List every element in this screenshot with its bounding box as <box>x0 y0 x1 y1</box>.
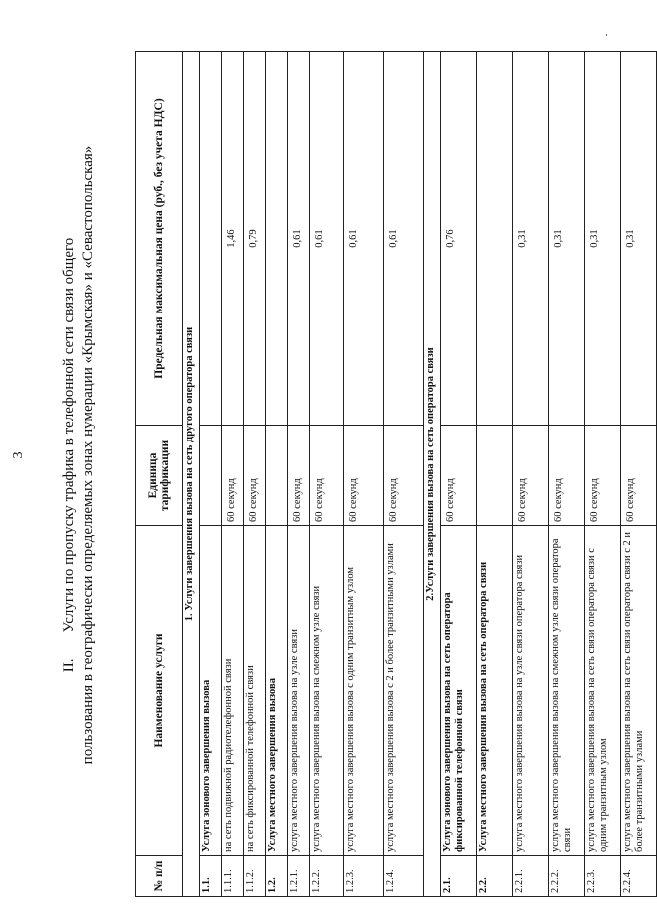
billing-unit: 60 секунд <box>621 426 657 526</box>
billing-unit: 60 секунд <box>549 426 585 526</box>
service-name: Услуга зонового завершения вызова на сеть оператора фиксированной телефонной связи <box>441 526 477 856</box>
row-number: 2.2.4. <box>621 856 657 897</box>
row-number: 1.1.2. <box>244 856 266 897</box>
title-line-1 <box>60 105 79 805</box>
table-body <box>183 52 657 897</box>
max-price: 0,61 <box>344 52 384 426</box>
section-title <box>60 105 98 805</box>
billing-unit: 60 секунд <box>244 426 266 526</box>
billing-unit: 60 секунд <box>222 426 244 526</box>
table-row <box>200 52 222 897</box>
page-number: 3 <box>11 451 26 459</box>
table-row <box>288 52 310 897</box>
billing-unit: 60 секунд <box>441 426 477 526</box>
service-name: Услуга местного завершения вызова <box>266 526 288 856</box>
billing-unit: 60 секунд <box>513 426 549 526</box>
service-name: услуга местного завершения вызова с 2 и более транзитными узлами <box>384 526 424 856</box>
max-price: 0,79 <box>244 52 266 426</box>
section-heading-row <box>424 52 441 897</box>
max-price <box>266 52 288 426</box>
service-name: Услуга зонового завершения вызова <box>200 526 222 856</box>
table-row <box>384 52 424 897</box>
service-name: услуга местного завершения вызова на узле связи <box>288 526 310 856</box>
row-number: 1.1.1. <box>222 856 244 897</box>
max-price: 0,61 <box>288 52 310 426</box>
service-name: услуга местного завершения вызова на узле связи оператора связи <box>513 526 549 856</box>
max-price: 0,31 <box>621 52 657 426</box>
max-price <box>477 52 513 426</box>
service-name: услуга местного завершения вызова с одним транзитным узлом <box>344 526 384 856</box>
max-price: 0,76 <box>441 52 477 426</box>
section-heading: 2.Услуги завершения вызова на сеть оператора связи <box>424 52 441 897</box>
max-price: 0,31 <box>549 52 585 426</box>
billing-unit: 60 секунд <box>310 426 344 526</box>
row-number: 1.2.3. <box>344 856 384 897</box>
table-row <box>549 52 585 897</box>
header-price: Предельная максимальная цена (руб., без учета НДС) <box>136 52 183 426</box>
table-row <box>477 52 513 897</box>
title-number: II. <box>61 658 77 673</box>
service-name: на сеть подвижной радиотелефонной связи <box>222 526 244 856</box>
max-price: 0,61 <box>310 52 344 426</box>
table-row <box>621 52 657 897</box>
scan-speck <box>606 34 607 36</box>
billing-unit: 60 секунд <box>384 426 424 526</box>
table-row <box>585 52 621 897</box>
header-num: № п/п <box>136 856 183 897</box>
billing-unit <box>477 426 513 526</box>
table-row <box>310 52 344 897</box>
row-number: 2.2.1. <box>513 856 549 897</box>
max-price: 1,46 <box>222 52 244 426</box>
row-number: 1.2.4. <box>384 856 424 897</box>
section-heading-row <box>183 52 200 897</box>
billing-unit: 60 секунд <box>288 426 310 526</box>
service-name: услуга местного завершения вызова на смежном узле связи <box>310 526 344 856</box>
billing-unit: 60 секунд <box>585 426 621 526</box>
row-number: 1.2. <box>266 856 288 897</box>
service-name: услуга местного завершения вызова на смежном узле связи оператора связи <box>549 526 585 856</box>
billing-unit: 60 секунд <box>344 426 384 526</box>
table-header-row <box>136 52 183 897</box>
table-row <box>244 52 266 897</box>
max-price: 0,61 <box>384 52 424 426</box>
table-row <box>513 52 549 897</box>
row-number: 2.2.2. <box>549 856 585 897</box>
row-number: 1.1. <box>200 856 222 897</box>
service-name: Услуга местного завершения вызова на сеть оператора связи <box>477 526 513 856</box>
section-heading: 1. Услуги завершения вызова на сеть другого оператора связи <box>183 52 200 897</box>
service-name: на сеть фиксированной телефонной связи <box>244 526 266 856</box>
table-row <box>222 52 244 897</box>
row-number: 2.2. <box>477 856 513 897</box>
billing-unit <box>266 426 288 526</box>
billing-unit <box>200 426 222 526</box>
row-number: 1.2.2. <box>310 856 344 897</box>
table-row <box>441 52 477 897</box>
table-row <box>266 52 288 897</box>
max-price <box>200 52 222 426</box>
header-name: Наименование услуги <box>136 526 183 856</box>
title-line-2: пользования в географически определяемых зонах нумерации «Крымская» и «Севастопольская» <box>80 145 96 765</box>
max-price: 0,31 <box>513 52 549 426</box>
row-number: 2.2.3. <box>585 856 621 897</box>
header-unit: Единица тарификации <box>136 426 183 526</box>
row-number: 1.2.1. <box>288 856 310 897</box>
table-row <box>344 52 384 897</box>
service-name: услуга местного завершения вызова на сеть связи оператора связи с одним транзитным узлом <box>585 526 621 856</box>
service-name: услуга местного завершения вызова на сеть связи оператора связи с 2 и более транзитными узлами <box>621 526 657 856</box>
max-price: 0,31 <box>585 52 621 426</box>
tariff-table <box>135 51 657 897</box>
title-text-1: Услуги по пропуску трафика в телефонной сети связи общего <box>61 237 77 633</box>
row-number: 2.1. <box>441 856 477 897</box>
